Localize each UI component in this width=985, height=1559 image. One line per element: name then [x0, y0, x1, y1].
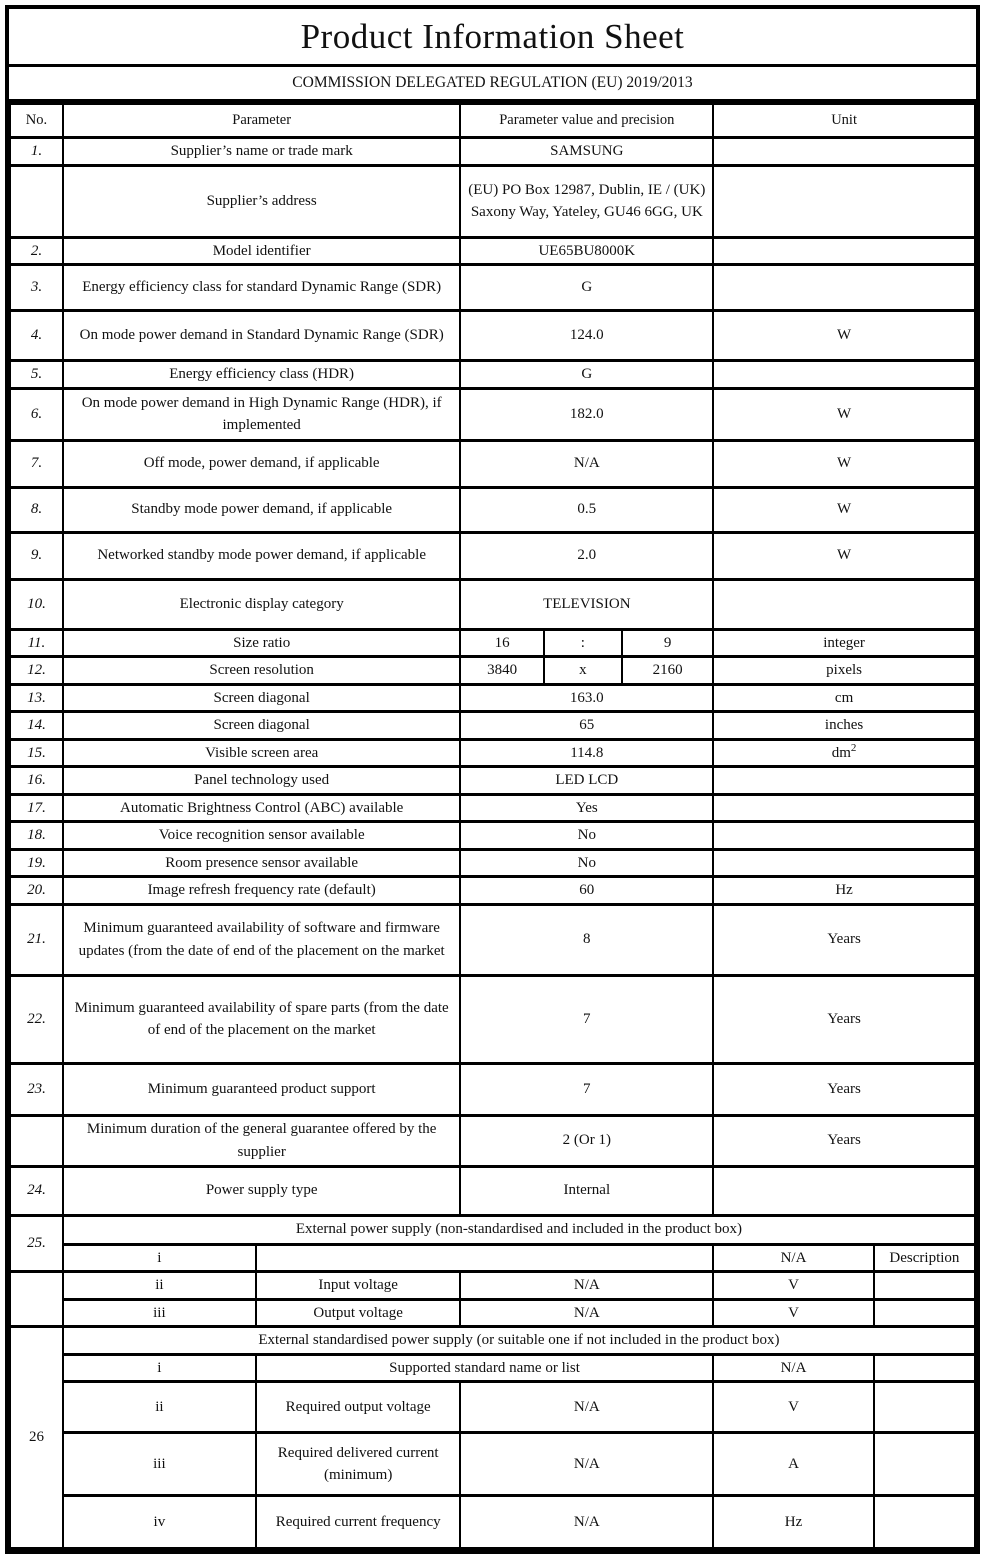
row-value-part2: 2160: [622, 657, 713, 685]
subrow-description: [874, 1354, 975, 1382]
row-parameter: Networked standby mode power demand, if applicable: [63, 532, 461, 579]
table-row-size-ratio: [10, 629, 975, 657]
table-row-eec-sdr: [10, 265, 975, 311]
row-unit: [713, 237, 975, 265]
section26-row-i: [10, 1354, 975, 1382]
row-no: 5.: [10, 361, 63, 389]
subrow-description: Description: [874, 1244, 975, 1272]
section25-title: External power supply (non-standardised and included in the product box): [63, 1215, 975, 1244]
subrow-label: Required delivered current (minimum): [256, 1433, 461, 1496]
row-parameter: Power supply type: [63, 1166, 461, 1215]
table-row-supplier-address: [10, 165, 975, 237]
row-parameter: Model identifier: [63, 237, 461, 265]
row-parameter: Panel technology used: [63, 767, 461, 795]
subrow-unit: V: [713, 1299, 874, 1327]
row-unit: W: [713, 388, 975, 440]
row-value-separator: x: [544, 657, 622, 685]
subrow-unit: V: [713, 1272, 874, 1300]
section26-row-iv: [10, 1496, 975, 1549]
row-no: [10, 165, 63, 237]
subrow-index: iii: [63, 1299, 256, 1327]
subrow-index: i: [63, 1244, 256, 1272]
row-value: 8: [460, 904, 713, 975]
table-row-diagonal-cm: [10, 684, 975, 712]
table-row-display-category: [10, 579, 975, 629]
row-value: Yes: [460, 794, 713, 822]
regulation-subtitle: COMMISSION DELEGATED REGULATION (EU) 2019/2013: [9, 67, 976, 102]
subrow-index: ii: [63, 1382, 256, 1433]
row-parameter: Screen resolution: [63, 657, 461, 685]
row-parameter: Size ratio: [63, 629, 461, 657]
row-no: 16.: [10, 767, 63, 795]
row-value: 124.0: [460, 311, 713, 361]
row-no: 23.: [10, 1063, 63, 1115]
row-no: 15.: [10, 739, 63, 767]
row-unit: W: [713, 311, 975, 361]
row-parameter: Image refresh frequency rate (default): [63, 877, 461, 905]
row-parameter: Voice recognition sensor available: [63, 822, 461, 850]
column-header-value: Parameter value and precision: [460, 104, 713, 138]
product-information-sheet: [5, 5, 980, 1554]
section26-row-iii: [10, 1433, 975, 1496]
row-unit: [713, 822, 975, 850]
row-no: 17.: [10, 794, 63, 822]
unit-superscript: 2: [850, 741, 857, 754]
table-row-screen-resolution: [10, 657, 975, 685]
row-value: G: [460, 265, 713, 311]
row-parameter: Minimum guaranteed availability of spare parts (from the date of end of the placement on the market: [63, 975, 461, 1063]
table-row-voice-recognition: [10, 822, 975, 850]
row-unit: [713, 579, 975, 629]
section25-title-row: [10, 1215, 975, 1244]
table-row-panel-technology: [10, 767, 975, 795]
row-no: 18.: [10, 822, 63, 850]
subrow-index: i: [63, 1354, 256, 1382]
row-unit: Years: [713, 904, 975, 975]
row-parameter: On mode power demand in High Dynamic Range (HDR), if implemented: [63, 388, 461, 440]
row-no: 14.: [10, 712, 63, 740]
row-parameter: Energy efficiency class for standard Dynamic Range (SDR): [63, 265, 461, 311]
row-unit: [713, 767, 975, 795]
row-unit: inches: [713, 712, 975, 740]
row-value: 7: [460, 975, 713, 1063]
row-no: 22.: [10, 975, 63, 1063]
row-unit: [713, 794, 975, 822]
subrow-index: iii: [63, 1433, 256, 1496]
subrow-unit: A: [713, 1433, 874, 1496]
header-row: [10, 104, 975, 138]
row-unit: Years: [713, 1115, 975, 1166]
subrow-value: N/A: [460, 1272, 713, 1300]
row-value: No: [460, 822, 713, 850]
subrow-merged: Supported standard name or list: [256, 1354, 713, 1382]
row-unit: W: [713, 487, 975, 532]
row-parameter: Visible screen area: [63, 739, 461, 767]
row-value: (EU) PO Box 12987, Dublin, IE / (UK) Saxony Way, Yateley, GU46 6GG, UK: [460, 165, 713, 237]
row-parameter: Supplier’s name or trade mark: [63, 138, 461, 166]
row-unit: pixels: [713, 657, 975, 685]
subrow-description: [874, 1433, 975, 1496]
row-no: 3.: [10, 265, 63, 311]
row-unit: integer: [713, 629, 975, 657]
section26-title: External standardised power supply (or suitable one if not included in the product box): [63, 1327, 975, 1355]
subrow-value: N/A: [460, 1433, 713, 1496]
row-unit: [713, 138, 975, 166]
row-parameter: Automatic Brightness Control (ABC) available: [63, 794, 461, 822]
subrow-label: Required output voltage: [256, 1382, 461, 1433]
section25-row-i: [10, 1244, 975, 1272]
row-value: 163.0: [460, 684, 713, 712]
table-row-networked-standby: [10, 532, 975, 579]
subrow-label: Input voltage: [256, 1272, 461, 1300]
row-no: 4.: [10, 311, 63, 361]
subrow-merged: [256, 1244, 713, 1272]
row-no: 21.: [10, 904, 63, 975]
product-info-table: [9, 102, 976, 1550]
row-unit: cm: [713, 684, 975, 712]
table-row-refresh-rate: [10, 877, 975, 905]
table-row-room-presence: [10, 849, 975, 877]
section26-row-ii: [10, 1382, 975, 1433]
subrow-description: [874, 1272, 975, 1300]
row-no: 1.: [10, 138, 63, 166]
subrow-unit: N/A: [713, 1354, 874, 1382]
row-parameter: Electronic display category: [63, 579, 461, 629]
unit-base: dm: [831, 744, 851, 761]
column-header-unit: Unit: [713, 104, 975, 138]
subrow-unit: N/A: [713, 1244, 874, 1272]
table-row-diagonal-inches: [10, 712, 975, 740]
row-unit: W: [713, 440, 975, 487]
section26-title-row: [10, 1327, 975, 1355]
section26-no: 26: [10, 1327, 63, 1549]
row-value: 7: [460, 1063, 713, 1115]
row-value: 0.5: [460, 487, 713, 532]
row-value: 60: [460, 877, 713, 905]
table-row-guarantee-duration: [10, 1115, 975, 1166]
row-no: 20.: [10, 877, 63, 905]
subrow-label: Required current frequency: [256, 1496, 461, 1549]
table-row-eec-hdr: [10, 361, 975, 389]
row-value: No: [460, 849, 713, 877]
section25-no-empty: [10, 1272, 63, 1327]
table-row-supplier-name: [10, 138, 975, 166]
subrow-description: [874, 1496, 975, 1549]
column-header-parameter: Parameter: [63, 104, 461, 138]
row-value: Internal: [460, 1166, 713, 1215]
section25-no: 25.: [10, 1215, 63, 1272]
row-value-part1: 3840: [460, 657, 543, 685]
row-no: 13.: [10, 684, 63, 712]
row-value: G: [460, 361, 713, 389]
row-value: TELEVISION: [460, 579, 713, 629]
row-unit: [713, 849, 975, 877]
row-no: 8.: [10, 487, 63, 532]
row-value-part2: 9: [622, 629, 713, 657]
row-unit: Years: [713, 1063, 975, 1115]
table-row-product-support: [10, 1063, 975, 1115]
table-row-model-identifier: [10, 237, 975, 265]
subrow-value: N/A: [460, 1496, 713, 1549]
column-header-no: No.: [10, 104, 63, 138]
row-value: LED LCD: [460, 767, 713, 795]
row-parameter: Minimum guaranteed product support: [63, 1063, 461, 1115]
row-value: SAMSUNG: [460, 138, 713, 166]
table-row-standby: [10, 487, 975, 532]
row-unit: Years: [713, 975, 975, 1063]
row-unit: Hz: [713, 877, 975, 905]
row-parameter: Screen diagonal: [63, 684, 461, 712]
row-no: 7.: [10, 440, 63, 487]
table-row-visible-area: [10, 739, 975, 767]
subrow-description: [874, 1382, 975, 1433]
row-unit: [713, 165, 975, 237]
row-unit: [713, 739, 975, 767]
row-parameter: Off mode, power demand, if applicable: [63, 440, 461, 487]
subrow-value: N/A: [460, 1299, 713, 1327]
row-unit: W: [713, 532, 975, 579]
row-value: 182.0: [460, 388, 713, 440]
table-row-software-updates: [10, 904, 975, 975]
subrow-unit: V: [713, 1382, 874, 1433]
subrow-index: iv: [63, 1496, 256, 1549]
row-value: 2 (Or 1): [460, 1115, 713, 1166]
row-no: 11.: [10, 629, 63, 657]
table-row-power-supply-type: [10, 1166, 975, 1215]
row-no: 10.: [10, 579, 63, 629]
row-no: 6.: [10, 388, 63, 440]
row-no: 2.: [10, 237, 63, 265]
subrow-label: Output voltage: [256, 1299, 461, 1327]
section25-row-iii: [10, 1299, 975, 1327]
row-parameter: On mode power demand in Standard Dynamic Range (SDR): [63, 311, 461, 361]
subrow-unit: Hz: [713, 1496, 874, 1549]
row-value-separator: :: [544, 629, 622, 657]
title-box: [9, 9, 976, 67]
row-value: 65: [460, 712, 713, 740]
row-parameter: Energy efficiency class (HDR): [63, 361, 461, 389]
row-value: UE65BU8000K: [460, 237, 713, 265]
table-row-power-hdr: [10, 388, 975, 440]
row-parameter: Supplier’s address: [63, 165, 461, 237]
row-no: 19.: [10, 849, 63, 877]
table-row-power-sdr: [10, 311, 975, 361]
row-parameter: Minimum duration of the general guarantee offered by the supplier: [63, 1115, 461, 1166]
section25-row-ii: [10, 1272, 975, 1300]
row-unit: [713, 265, 975, 311]
row-unit: [713, 1166, 975, 1215]
table-row-spare-parts: [10, 975, 975, 1063]
subrow-description: [874, 1299, 975, 1327]
row-parameter: Room presence sensor available: [63, 849, 461, 877]
row-no: 9.: [10, 532, 63, 579]
row-parameter: Minimum guaranteed availability of software and firmware updates (from the date of end of the placement on the market: [63, 904, 461, 975]
row-parameter: Screen diagonal: [63, 712, 461, 740]
table-row-off-mode: [10, 440, 975, 487]
subrow-value: N/A: [460, 1382, 713, 1433]
page-title: Product Information Sheet: [300, 16, 685, 56]
table-row-abc-available: [10, 794, 975, 822]
row-no: 24.: [10, 1166, 63, 1215]
subrow-index: ii: [63, 1272, 256, 1300]
row-value-part1: 16: [460, 629, 543, 657]
row-unit: [713, 361, 975, 389]
row-no: 12.: [10, 657, 63, 685]
row-parameter: Standby mode power demand, if applicable: [63, 487, 461, 532]
row-no: [10, 1115, 63, 1166]
row-value: 2.0: [460, 532, 713, 579]
row-value: 114.8: [460, 739, 713, 767]
row-value: N/A: [460, 440, 713, 487]
